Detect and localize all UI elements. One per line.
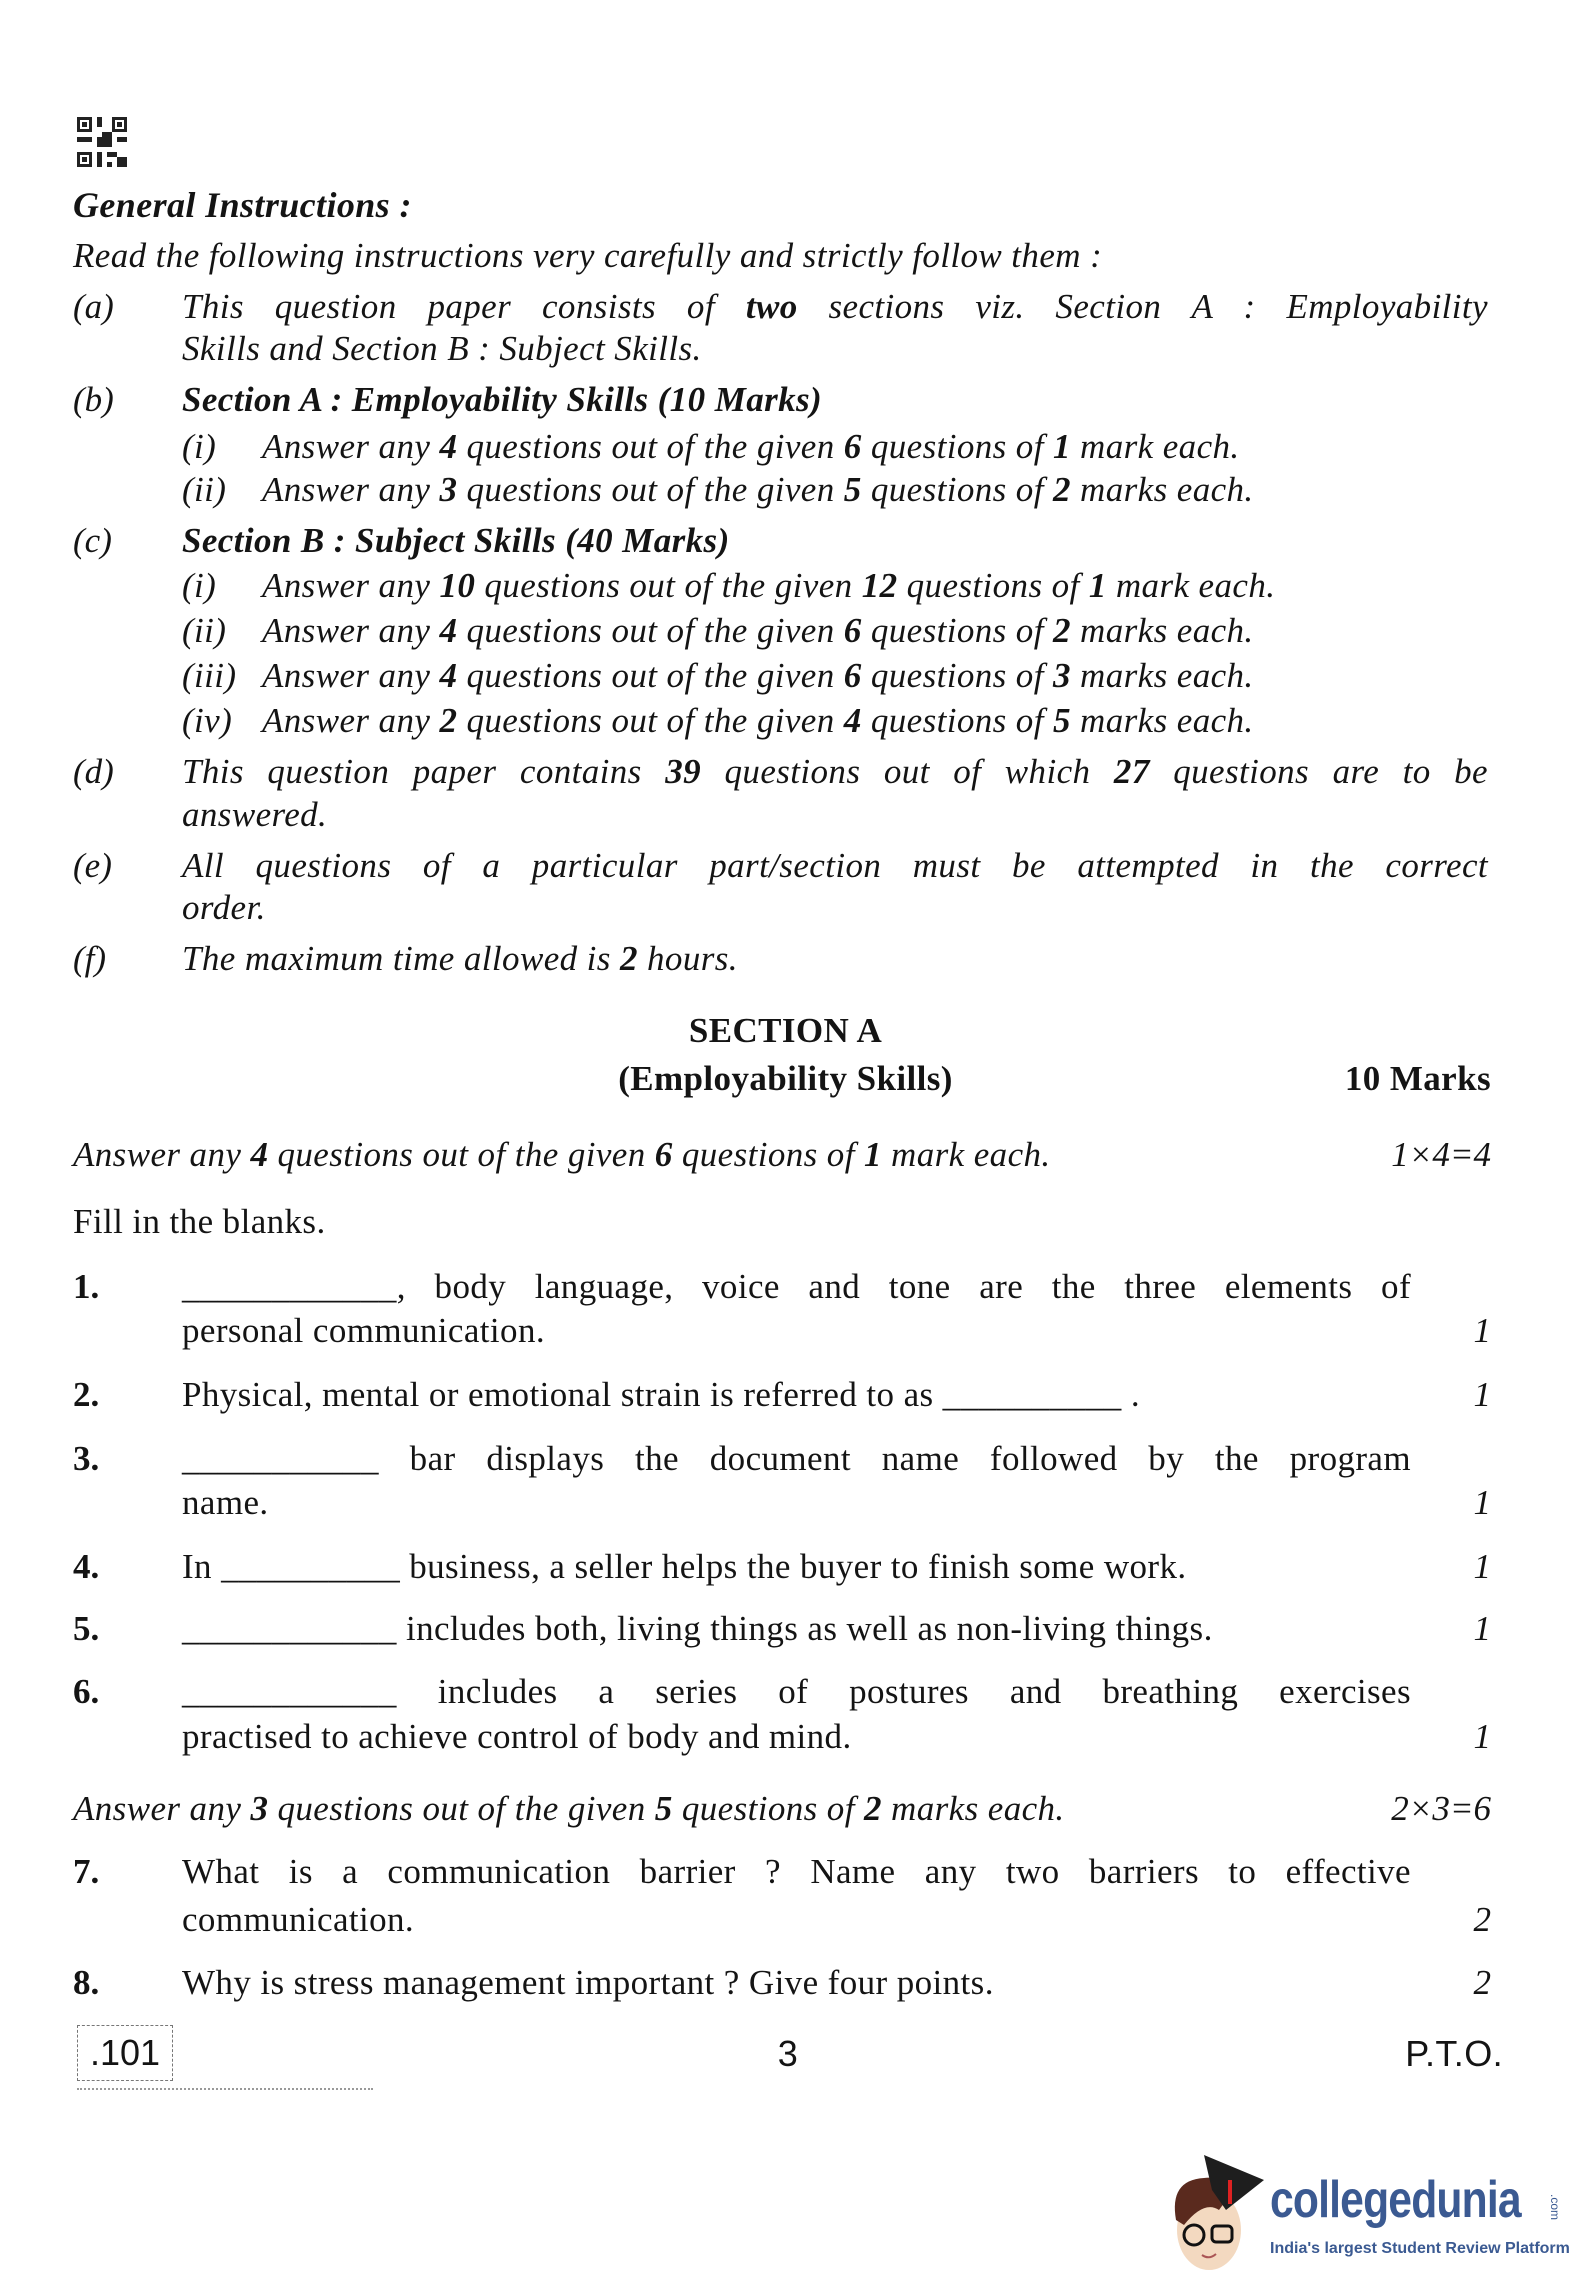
sub-item-label: (ii) [182, 611, 227, 650]
text-segment: The maximum time allowed is [182, 939, 620, 978]
text-segment: questions out of the given [457, 611, 844, 650]
question-text: ___________ bar displays the document name followed by the program [182, 1439, 1411, 1478]
text-segment: questions of [861, 701, 1053, 740]
question-number: 4. [73, 1547, 100, 1586]
question-marks: 2 [1473, 1900, 1491, 1939]
bold-text: 3 [1053, 656, 1071, 695]
bold-text: 39 [665, 752, 702, 791]
fill-heading: Fill in the blanks. [73, 1202, 326, 1241]
mascot-icon [1164, 2150, 1269, 2275]
sub-item-text [262, 654, 1254, 698]
bold-text: Section B : Subject Skills (40 Marks) [182, 521, 730, 560]
sub-item-text [262, 425, 1240, 469]
bold-text: 4 [439, 427, 458, 466]
text-segment: Skills and Section B : Subject Skills. [182, 329, 702, 368]
question-number: 8. [73, 1963, 100, 2002]
text-segment: questions are to be [1149, 752, 1488, 791]
question-text: ____________ includes both, living things as well as non-living things. [182, 1609, 1213, 1648]
text-segment: Answer any [262, 566, 440, 605]
question-text: What is a communication barrier ? Name any two barriers to effective [182, 1852, 1411, 1891]
bold-text: 1 [864, 1135, 882, 1174]
sub-item-label: (ii) [182, 470, 227, 509]
text-segment: questions of [861, 611, 1053, 650]
text-segment: sections viz. Section A : Employability [797, 287, 1488, 326]
question-marks: 2 [1473, 1963, 1491, 2002]
text-segment: mark each. [1106, 566, 1276, 605]
question-number: 3. [73, 1439, 100, 1478]
text-segment: order. [182, 888, 266, 927]
text-segment: questions of [861, 427, 1053, 466]
sub-item-text [262, 564, 1275, 608]
bold-text: 10 [439, 566, 476, 605]
text-segment: This question paper contains [182, 752, 666, 791]
question-text: In __________ business, a seller helps the buyer to finish some work. [182, 1547, 1187, 1586]
bold-text: 12 [861, 566, 898, 605]
question-text: Physical, mental or emotional strain is referred to as __________ . [182, 1375, 1140, 1414]
text-segment: marks each. [1070, 470, 1254, 509]
text-segment: questions of [861, 470, 1053, 509]
question-text: name. [182, 1483, 269, 1522]
text-segment: questions of [861, 656, 1053, 695]
bold-text: 2 [439, 701, 458, 740]
sub-item-label: (iii) [182, 656, 237, 695]
text-segment: questions of [672, 1789, 864, 1828]
sub-item-text [262, 609, 1254, 653]
part-instruction [73, 1787, 1065, 1831]
brand-name: collegedunia [1270, 2171, 1521, 2229]
bold-text: 6 [843, 611, 862, 650]
instructions-intro: Read the following instructions very carefully and strictly follow them : [73, 236, 1103, 275]
text-segment: marks each. [1070, 656, 1254, 695]
bold-text: 27 [1113, 752, 1150, 791]
instructions-heading: General Instructions : [73, 185, 412, 225]
item-label: (f) [73, 939, 107, 978]
sub-item-label: (i) [182, 427, 217, 466]
bold-text: 3 [439, 470, 458, 509]
item-label: (b) [73, 380, 114, 419]
instruction-line [182, 937, 738, 981]
part-marks: 2×3=6 [1391, 1789, 1491, 1828]
sub-item-label: (i) [182, 566, 217, 605]
page-number: 3 [777, 2033, 799, 2074]
instruction-line [182, 378, 822, 422]
question-text: personal communication. [182, 1311, 545, 1350]
bold-text: 5 [843, 470, 862, 509]
question-number: 1. [73, 1267, 100, 1306]
text-segment: questions out of the given [457, 656, 844, 695]
item-label: (c) [73, 521, 112, 560]
text-segment: marks each. [1070, 701, 1254, 740]
section-a-subtitle: (Employability Skills) [618, 1059, 953, 1098]
question-number: 6. [73, 1672, 100, 1711]
question-number: 5. [73, 1609, 100, 1648]
text-segment: questions out of the given [475, 566, 862, 605]
bold-text: 2 [1053, 470, 1071, 509]
question-text: communication. [182, 1900, 415, 1939]
question-text: practised to achieve control of body and mind. [182, 1717, 852, 1756]
question-marks: 1 [1473, 1483, 1491, 1522]
question-number: 2. [73, 1375, 100, 1414]
text-segment: mark each. [881, 1135, 1051, 1174]
text-segment: Answer any [262, 701, 440, 740]
bold-text: 4 [250, 1135, 269, 1174]
bold-text: 4 [439, 656, 458, 695]
text-segment: questions out of the given [457, 701, 844, 740]
text-segment: questions out of the given [268, 1789, 655, 1828]
part-marks: 1×4=4 [1391, 1135, 1491, 1174]
question-number: 7. [73, 1852, 100, 1891]
text-segment: questions out of the given [457, 427, 844, 466]
paper-code: .101 [89, 2032, 161, 2073]
collegedunia-logo [1164, 2150, 1570, 2275]
text-segment: answered. [182, 795, 328, 834]
text-segment: Answer any [262, 470, 440, 509]
text-segment: hours. [637, 939, 738, 978]
instruction-line [182, 793, 327, 837]
pto-text: P.T.O. [1405, 2033, 1503, 2074]
question-text: ____________ includes a series of postures and breathing exercises [182, 1672, 1411, 1711]
text-segment: Answer any [262, 427, 440, 466]
text-segment: questions out of which [701, 752, 1114, 791]
bold-text: 6 [654, 1135, 673, 1174]
question-marks: 1 [1473, 1609, 1491, 1648]
section-a-marks: 10 Marks [1344, 1059, 1491, 1098]
sub-item-label: (iv) [182, 701, 233, 740]
bold-text: 4 [843, 701, 862, 740]
bold-text: 4 [439, 611, 458, 650]
question-marks: 1 [1473, 1311, 1491, 1350]
bold-text: 5 [1053, 701, 1071, 740]
text-segment: questions of [897, 566, 1089, 605]
sub-item-text [262, 468, 1254, 512]
question-text: ____________, body language, voice and tone are the three elements of [182, 1267, 1411, 1306]
bold-text: 6 [843, 427, 862, 466]
text-segment: marks each. [1070, 611, 1254, 650]
bold-text: 6 [843, 656, 862, 695]
text-segment: Answer any [73, 1135, 251, 1174]
text-segment: questions of [672, 1135, 864, 1174]
question-marks: 1 [1473, 1717, 1491, 1756]
sub-item-text [262, 699, 1254, 743]
text-segment: All questions of a particular part/section must be attempted in the correct [182, 846, 1488, 885]
brand-tagline: India's largest Student Review Platform [1270, 2240, 1570, 2257]
text-segment: questions out of the given [457, 470, 844, 509]
item-label: (e) [73, 846, 112, 885]
instruction-line [182, 886, 266, 930]
question-marks: 1 [1473, 1547, 1491, 1586]
item-label: (d) [73, 752, 114, 791]
brand-tld: .com [1548, 2193, 1563, 2221]
qr-code-icon [76, 117, 128, 167]
bold-text: 5 [654, 1789, 673, 1828]
text-segment: questions out of the given [268, 1135, 655, 1174]
text-segment: Answer any [262, 656, 440, 695]
bold-text: Section A : Employability Skills (10 Marks) [182, 380, 823, 419]
bold-text: two [745, 287, 798, 326]
micro-text-line [77, 2088, 373, 2090]
instruction-line [182, 519, 730, 563]
instruction-line [182, 844, 1488, 888]
text-segment: marks each. [881, 1789, 1065, 1828]
section-a-title: SECTION A [688, 1011, 883, 1050]
text-segment: Answer any [262, 611, 440, 650]
text-segment: mark each. [1070, 427, 1240, 466]
bold-text: 2 [864, 1789, 882, 1828]
bold-text: 1 [1053, 427, 1071, 466]
part-instruction [73, 1133, 1051, 1177]
bold-text: 3 [250, 1789, 269, 1828]
text-segment: Answer any [73, 1789, 251, 1828]
bold-text: 2 [1053, 611, 1071, 650]
instruction-line [182, 750, 1488, 794]
question-marks: 1 [1473, 1375, 1491, 1414]
text-segment: This question paper consists of [182, 287, 746, 326]
bold-text: 1 [1088, 566, 1107, 605]
question-text: Why is stress management important ? Give four points. [182, 1963, 994, 2002]
bold-text: 2 [619, 939, 638, 978]
instruction-line [182, 285, 1488, 329]
item-label: (a) [73, 287, 114, 326]
instruction-line [182, 327, 702, 371]
